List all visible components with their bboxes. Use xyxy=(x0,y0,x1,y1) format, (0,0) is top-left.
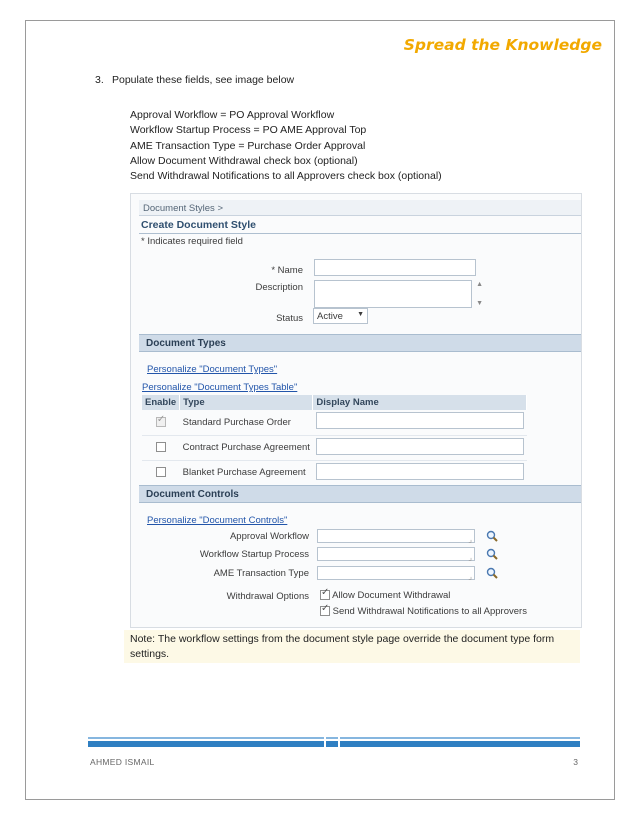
type-cell: Blanket Purchase Agreement xyxy=(180,460,313,485)
description-label: Description xyxy=(255,282,303,293)
name-input[interactable] xyxy=(314,259,476,276)
send-notifications-checkbox[interactable] xyxy=(320,606,330,616)
status-label: Status xyxy=(276,313,303,324)
column-header-display-name: Display Name xyxy=(313,395,527,410)
name-label: * Name xyxy=(271,265,303,276)
footer-author: AHMED ISMAIL xyxy=(90,757,155,767)
page-title: Create Document Style xyxy=(139,219,582,234)
type-cell: Contract Purchase Agreement xyxy=(180,435,313,460)
type-cell: Standard Purchase Order xyxy=(180,410,313,435)
note-callout xyxy=(124,630,580,663)
display-name-input-blanket[interactable] xyxy=(316,463,524,480)
column-header-enable: Enable xyxy=(142,395,180,410)
withdrawal-options-label: Withdrawal Options xyxy=(226,591,309,602)
note-line-2: settings. xyxy=(130,648,170,660)
create-document-style-form xyxy=(139,200,582,617)
setting-startup-process: Workflow Startup Process = PO AME Approval Top xyxy=(130,124,367,137)
search-icon[interactable] xyxy=(486,530,498,542)
table-row xyxy=(142,410,527,435)
enable-standard-po-checkbox[interactable] xyxy=(156,417,166,427)
ame-transaction-type-label: AME Transaction Type xyxy=(213,568,309,579)
startup-process-input[interactable] xyxy=(317,547,475,561)
allow-withdrawal-option xyxy=(320,590,450,601)
step-instruction xyxy=(95,74,295,86)
personalize-document-types-table-link[interactable]: Personalize "Document Types Table" xyxy=(142,382,298,393)
personalize-document-types-link[interactable]: Personalize "Document Types" xyxy=(147,364,278,375)
setting-ame-transaction-type: AME Transaction Type = Purchase Order Approval xyxy=(130,139,366,152)
document-controls-header: Document Controls xyxy=(139,485,582,503)
enable-contract-agreement-checkbox[interactable] xyxy=(156,442,166,452)
description-textarea[interactable] xyxy=(314,280,483,308)
setting-allow-withdrawal: Allow Document Withdrawal check box (optional) xyxy=(130,154,358,167)
embedded-screenshot xyxy=(130,193,582,628)
ame-transaction-type-input[interactable] xyxy=(317,566,475,580)
document-types-table xyxy=(142,395,527,486)
status-select[interactable] xyxy=(313,308,368,324)
search-icon[interactable] xyxy=(486,567,498,579)
scroll-down-icon[interactable]: ▼ xyxy=(476,300,483,307)
settings-list xyxy=(130,108,442,184)
header-tagline: Spread the Knowledge xyxy=(403,36,602,54)
startup-process-label: Workflow Startup Process xyxy=(199,549,309,560)
status-value: Active xyxy=(317,311,343,322)
scroll-up-icon[interactable]: ▲ xyxy=(476,281,483,288)
search-icon[interactable] xyxy=(486,548,498,560)
note-line-1: Note: The workflow settings from the document style page override the document type form xyxy=(130,633,555,645)
enable-blanket-agreement-checkbox[interactable] xyxy=(156,467,166,477)
chevron-down-icon: ▼ xyxy=(357,311,364,318)
breadcrumb xyxy=(139,200,582,216)
setting-send-notifications: Send Withdrawal Notifications to all Approvers check box (optional) xyxy=(130,170,442,183)
display-name-input-contract[interactable] xyxy=(316,438,524,455)
personalize-document-controls-link[interactable]: Personalize "Document Controls" xyxy=(147,515,288,526)
table-header-row xyxy=(142,395,527,410)
required-field-note: * Indicates required field xyxy=(141,236,243,247)
approval-workflow-input[interactable] xyxy=(317,529,475,543)
send-notifications-option xyxy=(320,606,527,617)
allow-withdrawal-checkbox[interactable] xyxy=(320,590,330,600)
send-notifications-label: Send Withdrawal Notifications to all Approvers xyxy=(332,606,527,617)
footer-bar xyxy=(88,741,580,747)
allow-withdrawal-label: Allow Document Withdrawal xyxy=(332,590,451,601)
table-row xyxy=(142,435,527,460)
setting-approval-workflow: Approval Workflow = PO Approval Workflow xyxy=(130,109,335,121)
approval-workflow-label: Approval Workflow xyxy=(229,531,309,542)
table-row xyxy=(142,460,527,485)
step-number: 3. xyxy=(95,74,104,86)
footer-page-number: 3 xyxy=(573,757,578,767)
step-text: Populate these fields, see image below xyxy=(112,74,295,86)
display-name-input-standard[interactable] xyxy=(316,412,524,429)
document-types-header: Document Types xyxy=(139,334,582,352)
breadcrumb-document-styles[interactable]: Document Styles > xyxy=(143,203,223,214)
column-header-type: Type xyxy=(180,395,313,410)
